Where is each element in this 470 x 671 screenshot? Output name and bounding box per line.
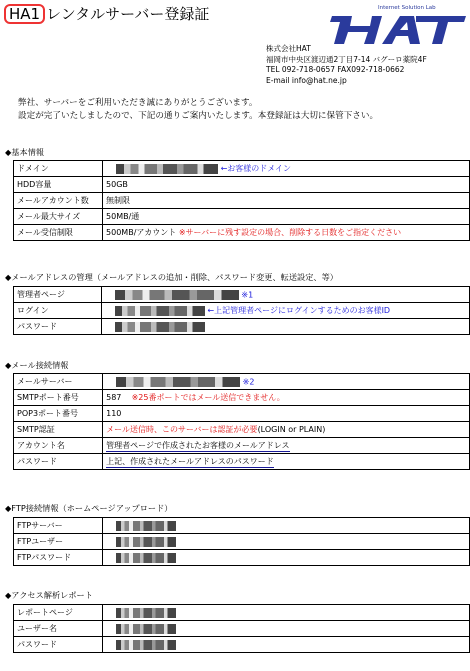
row-label: ドメイン [14,161,103,177]
table-row [14,303,470,319]
redacted-block [116,537,176,547]
row-label: レポートページ [14,605,103,621]
table-row [14,374,470,390]
row-label: メール最大サイズ [14,209,103,225]
table-row [14,438,470,454]
redacted-block [116,521,176,531]
row-value [103,422,470,438]
redacted-block [116,553,176,563]
row-label: 管理者ページ [14,287,102,303]
row-label: SMTP認証 [14,422,103,438]
company-email: E-mail info@hat.ne.jp [266,75,347,85]
row-value [101,303,469,319]
row-value-text: 上記、作成されたメールアドレスのパスワード [106,457,274,466]
row-value-text: 587 [106,393,122,402]
row-value [103,454,470,470]
row-value: 110 [103,406,470,422]
row-value-text: (LOGIN or PLAIN) [257,425,326,434]
row-label: パスワード [14,454,103,470]
intro-line-2: 設定が完了いたしましたので、下記の通りご案内いたします。本登録証は大切に保管下さい。 [18,111,379,121]
row-note: ※1 [241,290,254,299]
redacted-block [116,608,176,618]
table-row [14,534,470,550]
row-value [103,161,470,177]
table-row [14,550,470,566]
redacted-block [115,306,205,316]
company-info [266,44,427,86]
row-label: FTPパスワード [14,550,103,566]
ftp-table [13,517,470,566]
row-label: HDD容量 [14,177,103,193]
mail-admin-table [13,286,470,335]
row-label: POP3ポート番号 [14,406,103,422]
row-value: 50MB/通 [103,209,470,225]
row-label: ユーザー名 [14,621,103,637]
row-label: アカウント名 [14,438,103,454]
section-access-heading: ◆アクセス解析レポート [5,590,93,600]
redacted-block [116,624,176,634]
row-value [103,438,470,454]
table-row [14,225,470,241]
redacted-block [115,290,239,300]
row-label: パスワード [14,319,102,335]
table-row [14,177,470,193]
row-note: ※25番ポートではメール送信できません。 [131,393,285,402]
company-address: 福岡市中央区渡辺通2丁目7-14 バグーロ薬院4F [266,54,427,64]
table-row [14,422,470,438]
row-value [103,605,470,621]
row-value [103,534,470,550]
row-label: SMTPポート番号 [14,390,103,406]
table-row [14,209,470,225]
row-value [103,374,470,390]
table-row [14,390,470,406]
company-tel: TEL 092-718-0657 FAX092-718-0662 [266,65,405,74]
mail-connection-table [13,373,470,470]
row-value [103,390,470,406]
table-row [14,518,470,534]
title-code: HA1 [4,4,45,24]
redacted-block [116,377,240,387]
row-value [103,225,470,241]
row-note: ※サーバーに残す設定の場合、削除する日数をご指定ください [178,228,402,237]
row-label: ログイン [14,303,102,319]
row-value [103,621,470,637]
row-note: ※2 [242,377,255,386]
row-value [103,550,470,566]
table-row [14,287,470,303]
hat-logo [330,2,466,46]
row-label: メールサーバー [14,374,103,390]
section-mailadmin-heading: ◆メールアドレスの管理（メールアドレスの追加・削除、パスワード変更、転送設定、等） [5,272,338,282]
row-label: FTPサーバー [14,518,103,534]
row-value: 無制限 [103,193,470,209]
section-basic-heading: ◆基本情報 [5,147,45,157]
section-ftp-heading: ◆FTP接続情報（ホームページアップロード） [5,503,173,513]
row-value: 50GB [103,177,470,193]
row-note: ←上記管理者ページにログインするためのお客様ID [207,306,391,315]
table-row [14,319,470,335]
intro-line-1: 弊社、サーバーをご利用いただき誠にありがとうございます。 [18,98,258,108]
intro-text [18,97,378,123]
row-value [103,637,470,653]
table-row [14,637,470,653]
title-text: レンタルサーバー登録証 [46,5,210,23]
access-report-table [13,604,470,653]
row-label: メールアカウント数 [14,193,103,209]
redacted-block [115,322,205,332]
document-title [4,4,209,24]
row-note: メール送信時、このサーバーは認証が必要 [106,425,258,434]
row-value-text: 500MB/アカウント [106,228,177,237]
table-row [14,454,470,470]
row-value [103,518,470,534]
basic-info-table [13,160,470,241]
row-label: メール受信制限 [14,225,103,241]
row-value-text: 管理者ページで作成されたお客様のメールアドレス [106,441,290,450]
table-row [14,621,470,637]
row-label: FTPユーザー [14,534,103,550]
table-row [14,605,470,621]
row-value [101,319,469,335]
company-name: 株式会社HAT [266,44,311,53]
redacted-block [116,164,218,174]
table-row [14,193,470,209]
table-row [14,161,470,177]
redacted-block [116,640,176,650]
table-row [14,406,470,422]
logo-tagline: Internet Solution Lab [378,5,436,11]
row-label: パスワード [14,637,103,653]
section-mailconn-heading: ◆メール接続情報 [5,360,69,370]
row-note: ←お客様のドメイン [220,164,292,173]
row-value [101,287,469,303]
